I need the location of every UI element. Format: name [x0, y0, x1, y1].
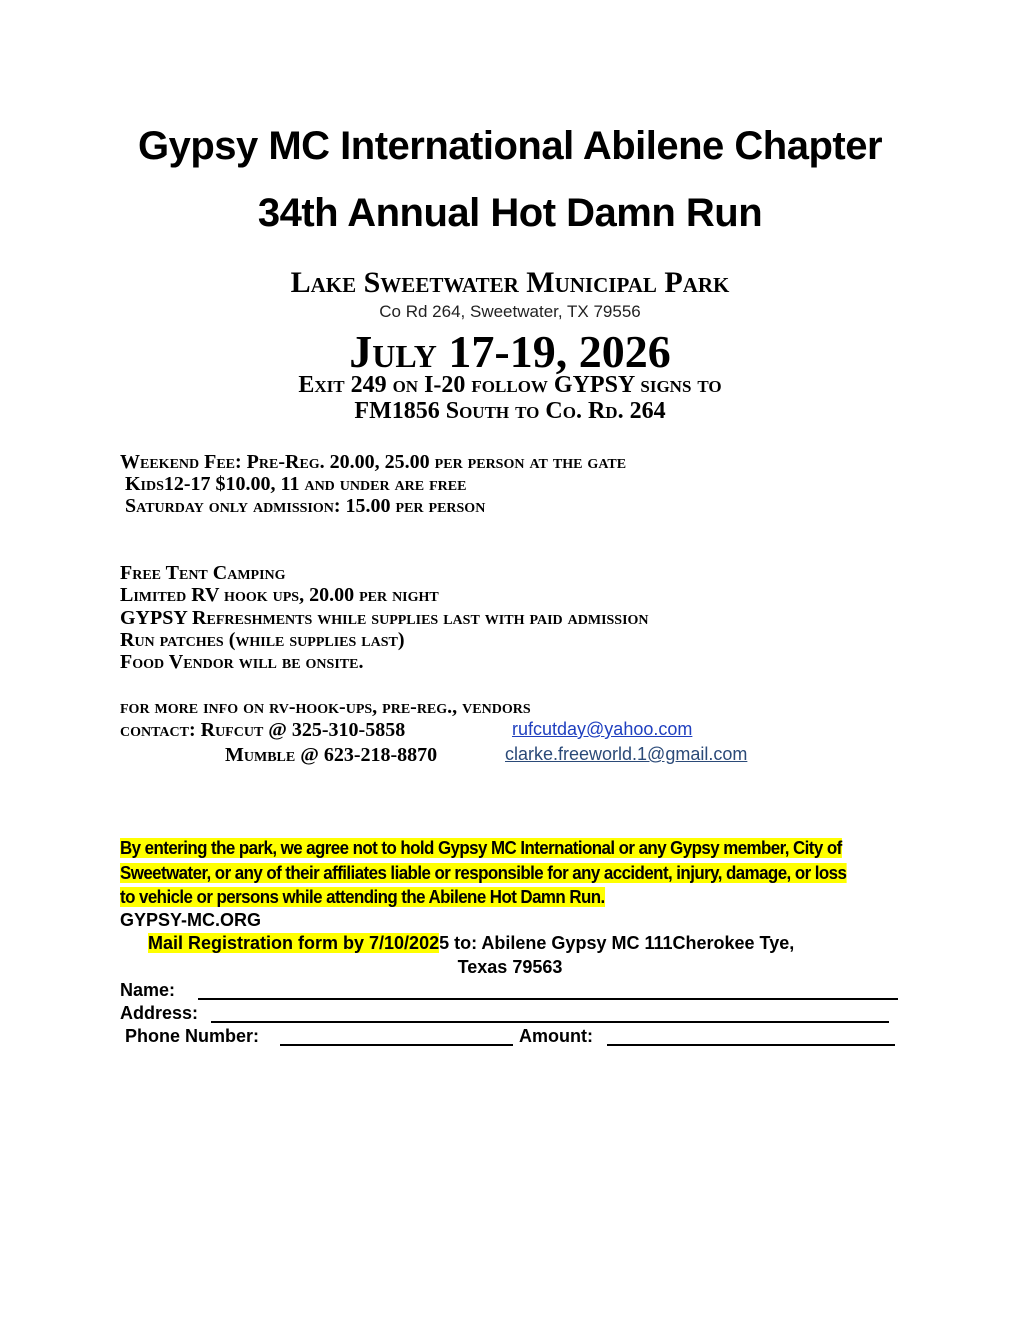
amount-field-line[interactable] — [607, 1044, 895, 1046]
directions-line-2: FM1856 South to Co. Rd. 264 — [354, 398, 666, 424]
mail-address: 5 to: Abilene Gypsy MC 111Cherokee Tye, — [439, 933, 795, 953]
contact-rufcut: contact: Rufcut @ 325-310-5858 — [120, 719, 406, 741]
address-field-line[interactable] — [211, 1021, 889, 1023]
contact-mumble: Mumble @ 623-218-8870 — [225, 744, 438, 766]
amenity-tent-camping: Free Tent Camping — [120, 562, 286, 584]
disclaimer-text: By entering the park, we agree not to hold Gypsy MC International or any Gypsy member, City of Sweetwater, or any of their affiliates liable or responsible for any accident, injury, damage, or loss to vehicle or persons while attending the Abilene Hot Damn Run. — [120, 838, 847, 907]
amenity-refreshments: GYPSY Refreshments while supplies last with paid admission — [120, 607, 649, 629]
phone-label: Phone Number: — [125, 1026, 260, 1046]
contact-info-line: for more info on rv-hook-ups, pre-reg., vendors — [120, 696, 531, 718]
saturday-fee: Saturday only admission: 15.00 per person — [125, 495, 486, 517]
website-label: GYPSY-MC.ORG — [120, 910, 262, 930]
mail-deadline-highlight: Mail Registration form by 7/10/202 — [148, 933, 440, 953]
amenity-rv-hookups: Limited RV hook ups, 20.00 per night — [120, 584, 439, 606]
weekend-fee: Weekend Fee: Pre-Reg. 20.00, 25.00 per person at the gate — [120, 451, 627, 473]
phone-field-line[interactable] — [280, 1044, 513, 1046]
event-dates: July 17-19, 2026 — [349, 326, 671, 377]
name-label: Name: — [120, 980, 176, 1000]
mail-registration-line — [148, 933, 794, 954]
directions-line-1: Exit 249 on I-20 follow GYPSY signs to — [298, 372, 722, 398]
amount-label: Amount: — [519, 1026, 593, 1046]
amenity-run-patches: Run patches (while supplies last) — [120, 629, 405, 651]
liability-disclaimer — [120, 836, 853, 910]
mail-address-state: Texas 79563 — [457, 957, 563, 977]
event-organizer-title: Gypsy MC International Abilene Chapter — [137, 124, 883, 168]
email-link-mumble[interactable]: clarke.freeworld.1@gmail.com — [505, 744, 748, 764]
event-title: 34th Annual Hot Damn Run — [257, 191, 763, 235]
venue-address: Co Rd 264, Sweetwater, TX 79556 — [379, 302, 641, 321]
address-label: Address: — [120, 1003, 199, 1023]
name-field-line[interactable] — [198, 998, 898, 1000]
venue-name: Lake Sweetwater Municipal Park — [290, 266, 730, 299]
kids-fee: Kids12-17 $10.00, 11 and under are free — [125, 473, 467, 495]
amenity-food-vendor: Food Vendor will be onsite. — [120, 651, 364, 673]
email-link-rufcut[interactable]: rufcutday@yahoo.com — [512, 719, 693, 739]
